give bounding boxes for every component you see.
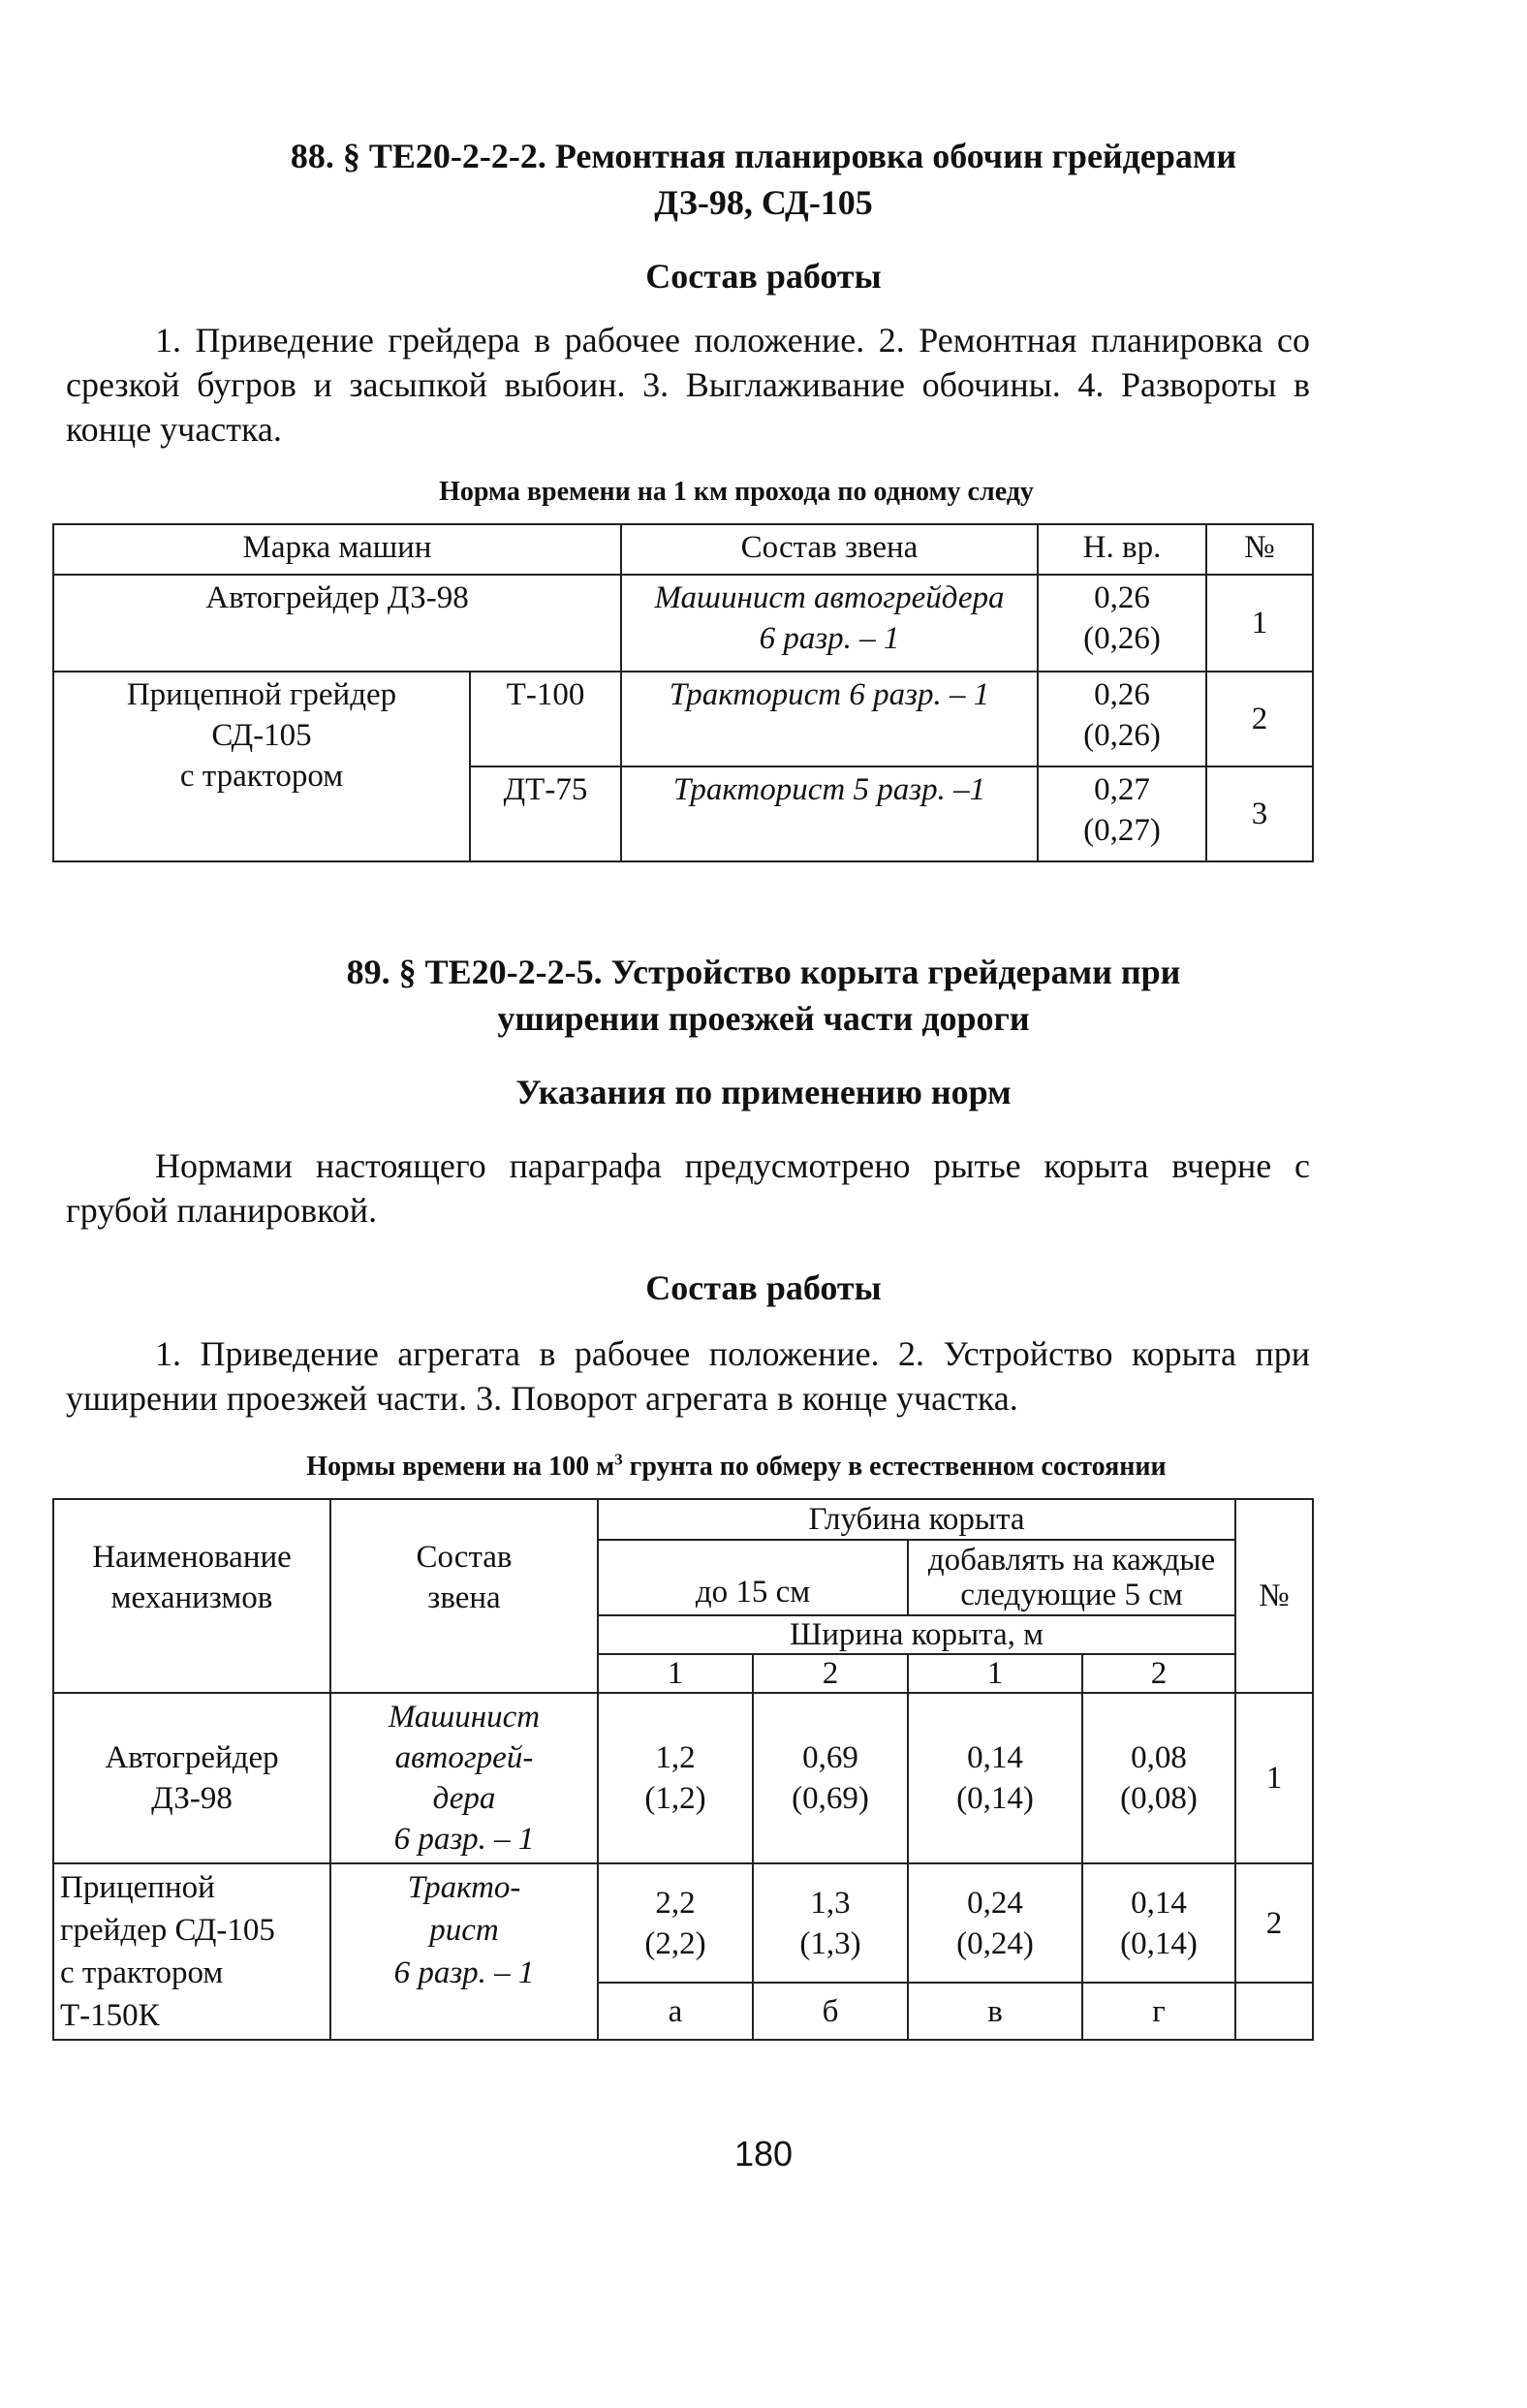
header-width: Ширина корыта, м	[598, 1615, 1235, 1654]
norm-value-paren: (0,14)	[956, 1781, 1034, 1816]
header-line: звена	[427, 1580, 501, 1615]
crew-line: дера	[432, 1781, 496, 1816]
machine-line: Прицепной грейдер	[126, 677, 397, 712]
header-line: следующие 5 см	[960, 1578, 1183, 1612]
cell-crew	[621, 575, 1038, 672]
header-add-5cm	[908, 1540, 1235, 1615]
section-89-title-line2: уширении проезжей части дороги	[497, 999, 1030, 1038]
header-norm: Н. вр.	[1038, 524, 1206, 575]
cell-num: 3	[1206, 766, 1313, 861]
section-88-norm-table	[52, 523, 1314, 862]
crew-line: рист	[429, 1913, 499, 1948]
machine-line: ДЗ-98	[151, 1781, 233, 1816]
cell-empty	[1235, 1983, 1313, 2040]
cell-crew	[330, 1693, 598, 1863]
section-89-guide-heading: Указания по применению норм	[515, 1073, 1012, 1111]
section-88-title-line1: 88. § ТЕ20-2-2-2. Ремонтная планировка обочин грейдерами	[290, 137, 1237, 175]
cell-norm	[1038, 672, 1206, 766]
cell-num: 2	[1206, 672, 1313, 766]
cell-norm	[908, 1863, 1082, 1983]
section-89-guide-text: Нормами настоящего параграфа предусмотрено рытье корыта вчерне с грубой планировкой.	[66, 1146, 1310, 1230]
norm-value: 0,14	[967, 1740, 1023, 1775]
machine-line: грейдер СД-105	[60, 1913, 275, 1948]
cell-tractor: ДТ-75	[470, 766, 621, 861]
norm-value: 0,24	[967, 1885, 1023, 1921]
norm-value: 1,2	[655, 1740, 696, 1775]
cell-norm	[1038, 575, 1206, 672]
cell-norm	[908, 1693, 1082, 1863]
section-88-title-line2: ДЗ-98, СД-105	[654, 183, 873, 222]
table-row	[53, 1693, 1313, 1863]
cell-crew: Тракторист 6 разр. – 1	[621, 672, 1038, 766]
table-row	[53, 575, 1313, 672]
cell-norm	[753, 1863, 908, 1983]
machine-line: с трактором	[60, 1955, 224, 1990]
caption-superscript: 3	[614, 1450, 623, 1469]
cell-machine: Автогрейдер ДЗ-98	[53, 575, 621, 672]
caption-text: грунта по обмеру в естественном состоянии	[622, 1452, 1167, 1482]
cell-num: 1	[1235, 1693, 1313, 1863]
section-89-norm-table	[52, 1498, 1314, 2041]
norm-value-paren: (1,2)	[644, 1781, 706, 1816]
header-machine	[53, 1499, 330, 1693]
cell-crew	[330, 1863, 598, 2040]
norm-value: 1,3	[810, 1885, 851, 1921]
crew-line: 6 разр. – 1	[393, 1822, 535, 1857]
header-width-value: 2	[1082, 1654, 1235, 1693]
cell-machine	[53, 1863, 330, 2040]
header-crew: Состав звена	[621, 524, 1038, 575]
section-89-work-text: 1. Приведение агрегата в рабочее положение. 2. Устройство корыта при уширении проезжей части. 3. Поворот агрегата в конце участка.	[66, 1334, 1310, 1418]
crew-line: 6 разр. – 1	[393, 1955, 535, 1990]
header-line: механизмов	[110, 1580, 273, 1615]
norm-value-paren: (0,08)	[1120, 1781, 1198, 1816]
column-letter: г	[1082, 1983, 1235, 2040]
machine-line: Прицепной	[60, 1870, 215, 1905]
header-width-value: 2	[753, 1654, 908, 1693]
machine-line: с трактором	[179, 759, 344, 794]
header-line: Наименование	[92, 1540, 292, 1575]
norm-value-paren: (0,69)	[792, 1781, 869, 1816]
header-width-value: 1	[908, 1654, 1082, 1693]
header-machine: Марка машин	[53, 524, 621, 575]
cell-norm	[1082, 1693, 1235, 1863]
section-89-title-line1: 89. § ТЕ20-2-2-5. Устройство корыта грейдерами при	[346, 953, 1181, 991]
norm-value-paren: (0,24)	[956, 1925, 1034, 1961]
norm-value: 0,08	[1131, 1740, 1187, 1775]
section-88-work-heading: Состав работы	[645, 257, 882, 296]
machine-line: Т-150К	[60, 1998, 160, 2033]
norm-value-paren: (0,14)	[1120, 1925, 1198, 1961]
norm-value: 0,26	[1094, 677, 1150, 712]
norm-value: 0,69	[802, 1740, 858, 1775]
header-line: добавлять на каждые	[927, 1543, 1216, 1578]
norm-value-paren: (2,2)	[644, 1925, 706, 1961]
header-crew	[330, 1499, 598, 1693]
machine-line: Автогрейдер	[105, 1740, 279, 1775]
header-num: №	[1235, 1499, 1313, 1693]
section-89-table-caption	[39, 1450, 1434, 1485]
cell-norm	[598, 1693, 753, 1863]
norm-value-paren: (0,26)	[1083, 621, 1161, 656]
column-letter: а	[598, 1983, 753, 2040]
norm-value: 0,14	[1131, 1885, 1187, 1921]
norm-value: 0,27	[1094, 772, 1150, 807]
column-letter: в	[908, 1983, 1082, 2040]
norm-value: 2,2	[655, 1885, 696, 1921]
norm-value-paren: (1,3)	[799, 1925, 861, 1961]
norm-value: 0,26	[1094, 580, 1150, 615]
crew-line: Тракто-	[407, 1870, 521, 1905]
cell-norm	[1082, 1863, 1235, 1983]
table-row	[53, 672, 1313, 766]
crew-line: автогрей-	[394, 1740, 534, 1775]
page-number: 180	[733, 2134, 794, 2173]
section-88-table-caption: Норма времени на 1 км прохода по одному следу	[439, 477, 1034, 507]
crew-line: Машинист	[388, 1700, 541, 1735]
norm-value-paren: (0,27)	[1083, 813, 1161, 848]
cell-machine-group	[53, 672, 470, 861]
header-upto-15cm: до 15 см	[598, 1540, 908, 1615]
header-line: Состав	[416, 1540, 513, 1575]
header-depth: Глубина корыта	[598, 1499, 1235, 1540]
cell-machine	[53, 1693, 330, 1863]
cell-tractor: Т-100	[470, 672, 621, 766]
norm-value-paren: (0,26)	[1083, 718, 1161, 753]
cell-num: 1	[1206, 575, 1313, 672]
column-letter: б	[753, 1983, 908, 2040]
cell-norm	[1038, 766, 1206, 861]
cell-norm	[598, 1863, 753, 1983]
cell-crew: Тракторист 5 разр. –1	[621, 766, 1038, 861]
machine-line: СД-105	[211, 718, 312, 753]
crew-line: Машинист автогрейдера	[654, 580, 1005, 615]
section-88-work-text: 1. Приведение грейдера в рабочее положение. 2. Ремонтная планировка со срезкой бугров и засыпкой выбоин. 3. Выглаживание обочины. 4. Развороты в конце участка.	[66, 321, 1310, 449]
caption-text: Нормы времени на 100 м	[306, 1452, 615, 1482]
header-num: №	[1206, 524, 1313, 575]
section-89-work-heading: Состав работы	[645, 1268, 882, 1307]
cell-norm	[753, 1693, 908, 1863]
table-row	[53, 1863, 1313, 1983]
crew-line: 6 разр. – 1	[759, 621, 900, 656]
cell-num: 2	[1235, 1863, 1313, 1983]
header-width-value: 1	[598, 1654, 753, 1693]
